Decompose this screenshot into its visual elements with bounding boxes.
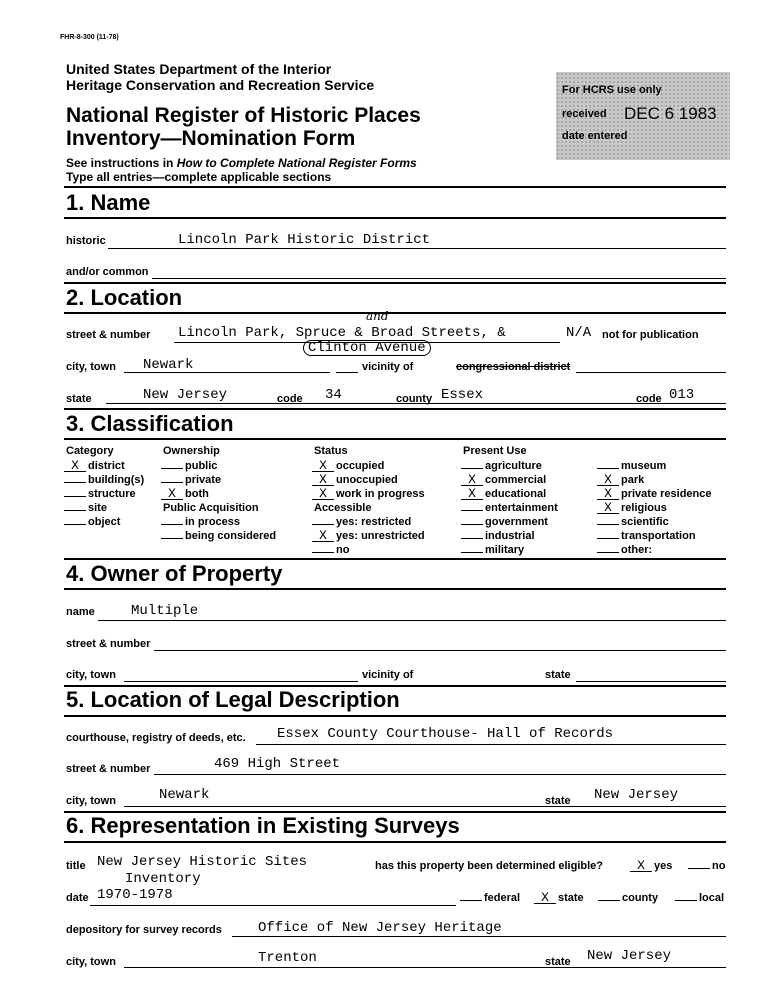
legal-state-label: state [545, 795, 571, 807]
checkbox-yes-unrestricted[interactable]: X yes: unrestricted [312, 529, 425, 543]
status-list [312, 459, 425, 557]
survey-state-value: New Jersey [587, 948, 672, 964]
eligible-label: has this property been determined eligible? [375, 860, 603, 872]
owner-street-label: street & number [66, 638, 151, 650]
checkbox-public[interactable]: public [161, 459, 276, 473]
rule [64, 408, 726, 410]
category-list [64, 459, 144, 529]
checkbox-object[interactable]: object [64, 515, 144, 529]
owner-vicinity-label: vicinity of [362, 669, 414, 681]
legal-city-value: Newark [159, 787, 210, 803]
city-label: city, town [66, 361, 116, 373]
city-value: Newark [143, 357, 194, 373]
checkbox-both[interactable]: X both [161, 487, 276, 501]
stamp-received-label: received [562, 108, 607, 120]
rule [64, 588, 726, 590]
ownership-header: Ownership [163, 445, 220, 457]
state-label: state [66, 393, 92, 405]
ownership-list [161, 459, 276, 543]
instructions-line2: Type all entries—complete applicable sections [66, 170, 332, 184]
rule [64, 438, 726, 440]
field-line [106, 403, 726, 404]
depository-value: Office of New Jersey Heritage [258, 920, 502, 936]
checkbox-eligible-yes[interactable]: X yes [630, 860, 672, 872]
hcrs-use-stamp [556, 72, 730, 160]
section-6-heading: 6. Representation in Existing Surveys [66, 813, 460, 838]
field-line [154, 774, 726, 775]
checkbox-structure[interactable]: structure [64, 487, 144, 501]
checkbox-site[interactable]: site [64, 501, 144, 515]
checkbox-government[interactable]: government [461, 515, 558, 529]
historic-value: Lincoln Park Historic District [178, 232, 431, 248]
section-5-heading: 5. Location of Legal Description [66, 687, 400, 712]
checkbox-eligible-no[interactable]: no [688, 860, 725, 872]
field-line [124, 372, 330, 373]
rule [64, 715, 726, 717]
state-value: New Jersey [143, 387, 228, 403]
field-line [124, 681, 354, 682]
rule [64, 186, 726, 188]
checkbox-private[interactable]: private [161, 473, 276, 487]
status-header: Status [314, 445, 348, 457]
legal-street-label: street & number [66, 763, 151, 775]
checkbox-museum[interactable]: museum [597, 459, 712, 473]
survey-title-value: New Jersey Historic Sites [97, 854, 308, 870]
field-line [576, 372, 726, 373]
survey-date-value: 1970-1978 [97, 887, 173, 903]
field-line [174, 342, 560, 343]
checkbox-no[interactable]: no [312, 543, 425, 557]
checkbox-entertainment[interactable]: entertainment [461, 501, 558, 515]
checkbox-park[interactable]: X park [597, 473, 712, 487]
section-4-heading: 4. Owner of Property [66, 561, 283, 586]
legal-street-value: 469 High Street [214, 756, 341, 772]
owner-city-label: city, town [66, 669, 116, 681]
owner-name-label: name [66, 606, 95, 618]
checkbox-local[interactable]: local [675, 892, 724, 904]
section-3-heading: 3. Classification [66, 411, 234, 436]
form-title-line2: Inventory—Nomination Form [66, 127, 356, 150]
instructions-line1: See instructions in How to Complete National Register Forms [66, 156, 417, 170]
public-acquisition-header: Public Acquisition [163, 502, 259, 514]
present-use-col2 [597, 459, 712, 557]
street-insert-handwritten: and [366, 309, 389, 323]
checkbox-transportation[interactable]: transportation [597, 529, 712, 543]
rule [64, 312, 726, 314]
owner-name-value: Multiple [131, 603, 199, 619]
code-label: code [277, 393, 303, 405]
not-for-publication-label: not for publication [602, 329, 699, 341]
survey-state-label: state [545, 956, 571, 968]
owner-state-label: state [545, 669, 571, 681]
section-1-heading: 1. Name [66, 190, 151, 215]
category-header: Category [66, 445, 114, 457]
checkbox-agriculture[interactable]: agriculture [461, 459, 558, 473]
agency-line2: Heritage Conservation and Recreation Service [66, 77, 375, 93]
rule [64, 282, 726, 284]
street-value: Lincoln Park, Spruce & Broad Streets, & [178, 325, 506, 341]
checkbox-work-in-progress[interactable]: X work in progress [312, 487, 425, 501]
survey-date-label: date [66, 892, 89, 904]
vicinity-blank [336, 372, 358, 373]
checkbox-educational[interactable]: X educational [461, 487, 558, 501]
field-line [154, 650, 726, 651]
code2-label: code [636, 393, 662, 405]
field-line [256, 744, 726, 745]
checkbox-unoccupied[interactable]: X unoccupied [312, 473, 425, 487]
legal-city-label: city, town [66, 795, 116, 807]
survey-title-label: title [66, 860, 86, 872]
checkbox-federal[interactable]: federal [460, 892, 520, 904]
present-use-col1 [461, 459, 558, 557]
checkbox-industrial[interactable]: industrial [461, 529, 558, 543]
field-line [90, 905, 456, 906]
field-line [232, 936, 726, 937]
survey-city-label: city, town [66, 956, 116, 968]
field-line [152, 278, 726, 279]
checkbox-being-considered[interactable]: being considered [161, 529, 276, 543]
courthouse-value: Essex County Courthouse- Hall of Records [277, 726, 614, 742]
street-label: street & number [66, 329, 151, 341]
checkbox-scientific[interactable]: scientific [597, 515, 712, 529]
survey-city-value: Trenton [258, 950, 317, 966]
present-use-header: Present Use [463, 445, 527, 457]
field-line [124, 967, 726, 968]
not-for-publication-value: N/A [566, 325, 592, 341]
rule [64, 841, 726, 843]
field-line [124, 806, 726, 807]
field-line [576, 681, 726, 682]
checkbox-religious[interactable]: X religious [597, 501, 712, 515]
depository-label: depository for survey records [66, 924, 222, 936]
county-label: county [396, 393, 433, 405]
form-title-line1: National Register of Historic Places [66, 104, 421, 127]
field-line [108, 248, 726, 249]
field-line [98, 620, 726, 621]
form-number: FHR-8-300 (11-78) [60, 34, 119, 41]
checkbox-state[interactable]: X state [534, 892, 584, 904]
congressional-district-label: congressional district [456, 361, 571, 373]
stamp-for-hcrs: For HCRS use only [562, 84, 662, 96]
survey-title-value-2: Inventory [125, 871, 201, 887]
courthouse-label: courthouse, registry of deeds, etc. [66, 732, 246, 744]
rule [64, 558, 726, 560]
common-label: and/or common [66, 266, 149, 278]
checkbox-commercial[interactable]: X commercial [461, 473, 558, 487]
stamp-received-date: DEC 6 1983 [624, 104, 717, 123]
rule [64, 217, 726, 219]
checkbox-district[interactable]: X district [64, 459, 144, 473]
code-value: 34 [325, 387, 342, 403]
checkbox-military[interactable]: military [461, 543, 558, 557]
checkbox-county[interactable]: county [598, 892, 658, 904]
code2-value: 013 [669, 387, 695, 403]
checkbox-occupied[interactable]: X occupied [312, 459, 425, 473]
vicinity-blank [334, 681, 358, 682]
historic-label: historic [66, 235, 106, 247]
accessible-header: Accessible [314, 502, 372, 514]
checkbox-private-residence[interactable]: X private residence [597, 487, 712, 501]
street-insert-clinton: Clinton Avenue [303, 340, 431, 356]
stamp-date-entered-label: date entered [562, 130, 628, 142]
section-2-heading: 2. Location [66, 285, 183, 310]
legal-state-value: New Jersey [594, 787, 679, 803]
checkbox-in-process[interactable]: in process [161, 515, 276, 529]
county-value: Essex [441, 387, 484, 403]
checkbox-other[interactable]: other: [597, 543, 712, 557]
checkbox-yes-restricted[interactable]: yes: restricted [312, 515, 425, 529]
agency-line1: United States Department of the Interior [66, 61, 332, 77]
checkbox-buildings[interactable]: building(s) [64, 473, 144, 487]
vicinity-label: vicinity of [362, 361, 414, 373]
